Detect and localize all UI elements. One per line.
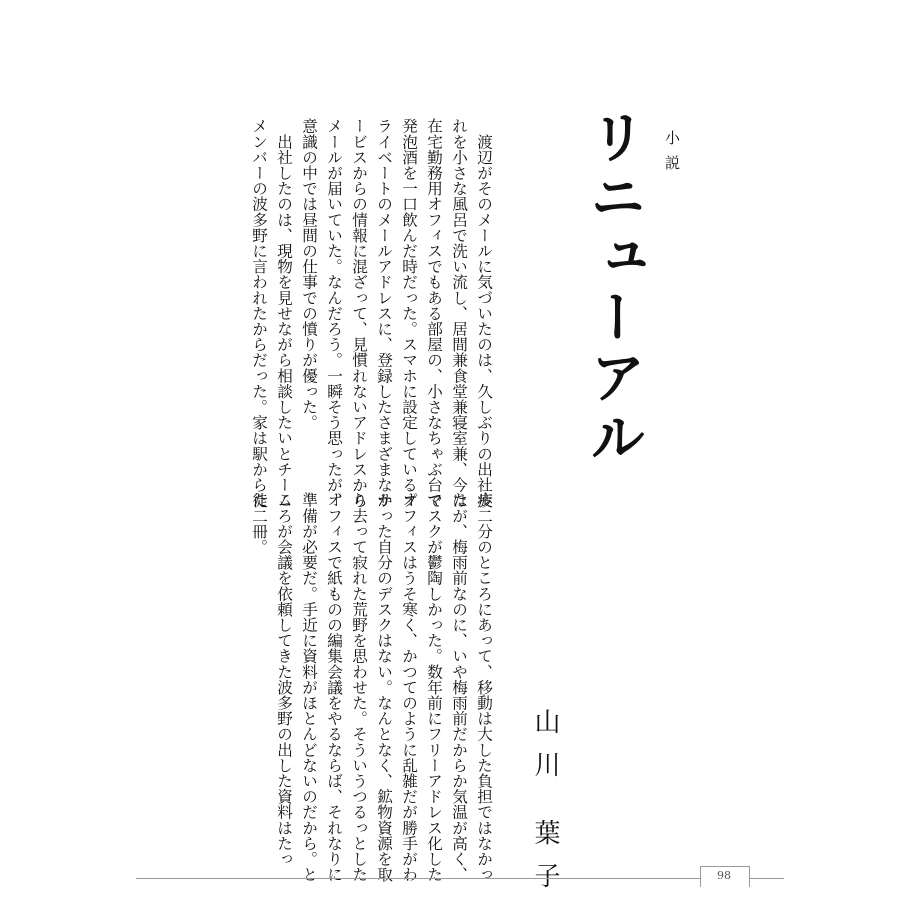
text-line: ービスからの情報に混ざって、見慣れないアドレスから — [350, 118, 368, 508]
text-line: ころが会議を依頼してきた波多野の出した資料はたっ — [275, 492, 293, 867]
story-title: リニューアル — [581, 108, 647, 468]
text-line: メンバーの波多野に言われたからだった。家は駅から徒 — [250, 118, 268, 508]
text-line: れを小さな風呂で洗い流し、居間兼食堂兼寝室兼、今は — [450, 118, 468, 508]
body-text-lower — [246, 492, 496, 882]
page-number: 98 — [717, 869, 731, 882]
text-line: オフィスで紙ものの編集会議をやるならば、それなりに — [325, 492, 343, 882]
text-line: 準備が必要だ。手近に資料がほとんどないのだから。と — [300, 492, 318, 882]
text-line: マスクが鬱陶しかった。数年前にフリーアドレス化した — [425, 492, 443, 882]
text-line: 渡辺がそのメールに気づいたのは、久しぶりの出社疲 — [475, 118, 493, 508]
text-line: り去って寂れた荒野を思わせた。そういうつるっとした — [350, 492, 368, 882]
text-line: た二冊。 — [250, 492, 268, 555]
text-line: 意識の中では昼間の仕事での憤りが優った。 — [300, 118, 318, 430]
text-line: オフィスはうそ寒く、かつてのように乱雑だが勝手がわ — [400, 492, 418, 882]
footer-rule — [136, 878, 784, 879]
author-name: 山川 葉子 — [530, 708, 560, 906]
text-line: たが、梅雨前なのに、いや梅雨前だからか気温が高く、 — [450, 492, 468, 882]
text-line: メールが届いていた。なんだろう。一瞬そう思ったが、 — [325, 118, 343, 508]
text-line: 歩二分のところにあって、移動は大した負担ではなかっ — [475, 492, 493, 882]
text-line: ライベートのメールアドレスに、登録したさまざまなサ — [375, 118, 393, 508]
text-line: かった自分のデスクはない。なんとなく、鉱物資源を取 — [375, 492, 393, 882]
text-line: 出社したのは、現物を見せながら相談したいとチーム — [275, 118, 293, 508]
genre-label: 小説 — [663, 130, 681, 180]
text-line: 発泡酒を一口飲んだ時だった。スマホに設定しているプ — [400, 118, 418, 508]
text-line: 在宅勤務用オフィスでもある部屋の、小さなちゃぶ台で — [425, 118, 443, 508]
body-text-upper — [246, 118, 496, 508]
